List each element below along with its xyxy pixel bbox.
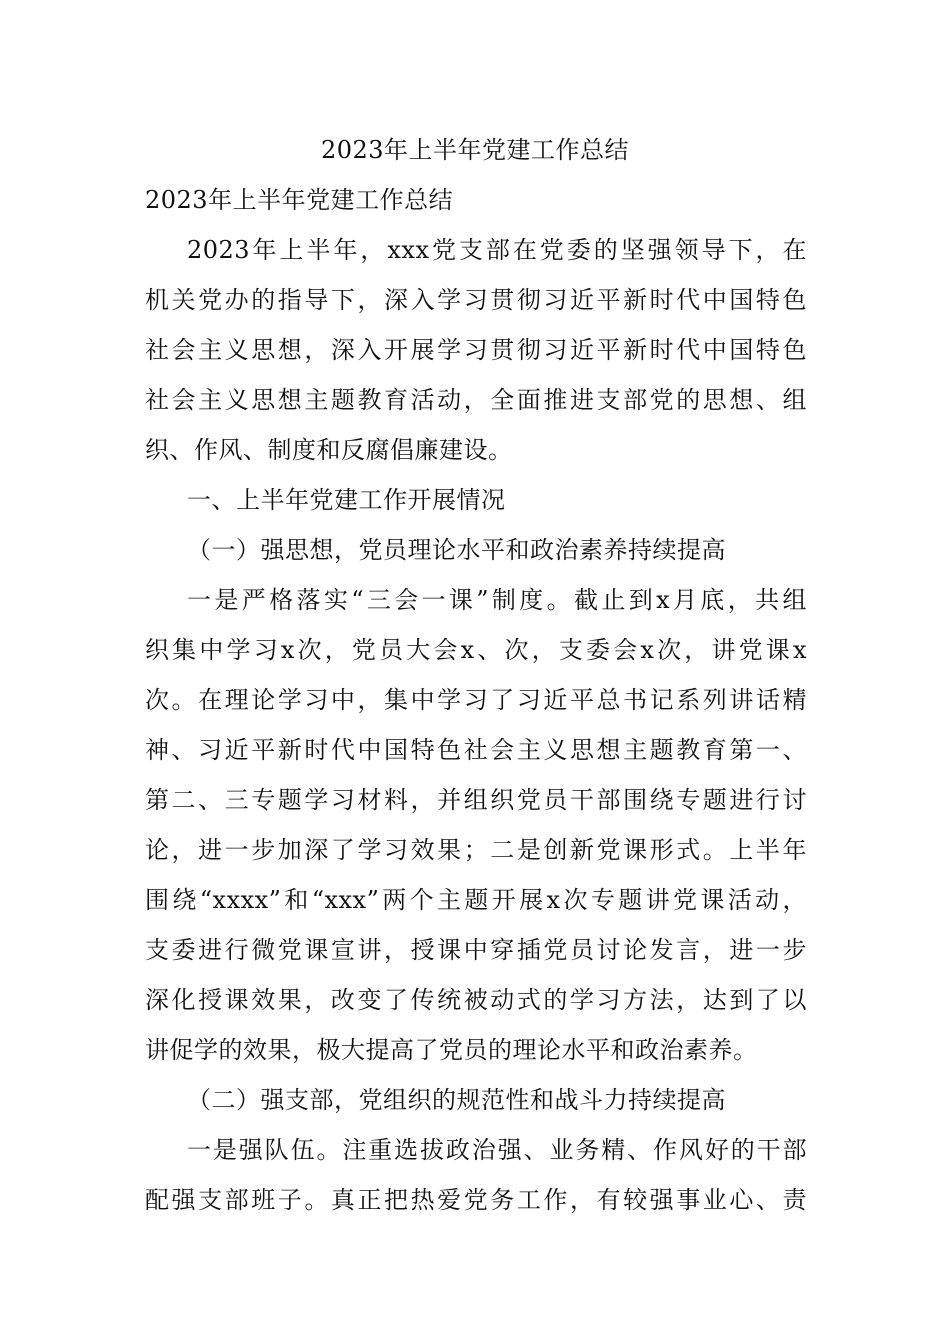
paragraph-line: 机关党办的指导下，深入学习贯彻习近平新时代中国特色 bbox=[145, 286, 807, 314]
paragraph-line: 配强支部班子。真正把热爱党务工作，有较强事业心、责 bbox=[145, 1186, 807, 1214]
paragraph-line: 一是强队伍。注重选拔政治强、业务精、作风好的干部 bbox=[187, 1136, 807, 1164]
paragraph-line: 第二、三专题学习材料，并组织党员干部围绕专题进行讨 bbox=[145, 786, 807, 814]
paragraph-line: 围绕“xxxx”和“xxx”两个主题开展x次专题讲党课活动， bbox=[145, 886, 807, 914]
section-heading: 一、上半年党建工作开展情况 bbox=[187, 486, 506, 514]
subsection-heading: （二）强支部，党组织的规范性和战斗力持续提高 bbox=[187, 1086, 726, 1114]
paragraph-line: 讲促学的效果，极大提高了党员的理论水平和政治素养。 bbox=[145, 1036, 758, 1064]
paragraph-line: 社会主义思想，深入开展学习贯彻习近平新时代中国特色 bbox=[145, 336, 807, 364]
paragraph-line: 支委进行微党课宣讲，授课中穿插党员讨论发言，进一步 bbox=[145, 936, 807, 964]
paragraph-line: 次。在理论学习中，集中学习了习近平总书记系列讲话精 bbox=[145, 686, 807, 714]
paragraph-line: 论，进一步加深了学习效果；二是创新党课形式。上半年 bbox=[145, 836, 807, 864]
document-subtitle: 2023年上半年党建工作总结 bbox=[145, 186, 454, 214]
paragraph-line: 深化授课效果，改变了传统被动式的学习方法，达到了以 bbox=[145, 986, 807, 1014]
subsection-heading: （一）强思想，党员理论水平和政治素养持续提高 bbox=[187, 536, 726, 564]
paragraph-line: 织集中学习x次，党员大会x、次，支委会x次，讲党课x bbox=[145, 636, 807, 664]
paragraph-line: 社会主义思想主题教育活动，全面推进支部党的思想、组 bbox=[145, 386, 807, 414]
paragraph-line: 神、习近平新时代中国特色社会主义思想主题教育第一、 bbox=[145, 736, 807, 764]
paragraph-line: 织、作风、制度和反腐倡廉建设。 bbox=[145, 436, 513, 464]
paragraph-line: 2023年上半年，xxx党支部在党委的坚强领导下，在 bbox=[187, 236, 807, 264]
document-title: 2023年上半年党建工作总结 bbox=[320, 136, 630, 164]
paragraph-line: 一是严格落实“三会一课”制度。截止到x月底，共组 bbox=[187, 586, 807, 614]
